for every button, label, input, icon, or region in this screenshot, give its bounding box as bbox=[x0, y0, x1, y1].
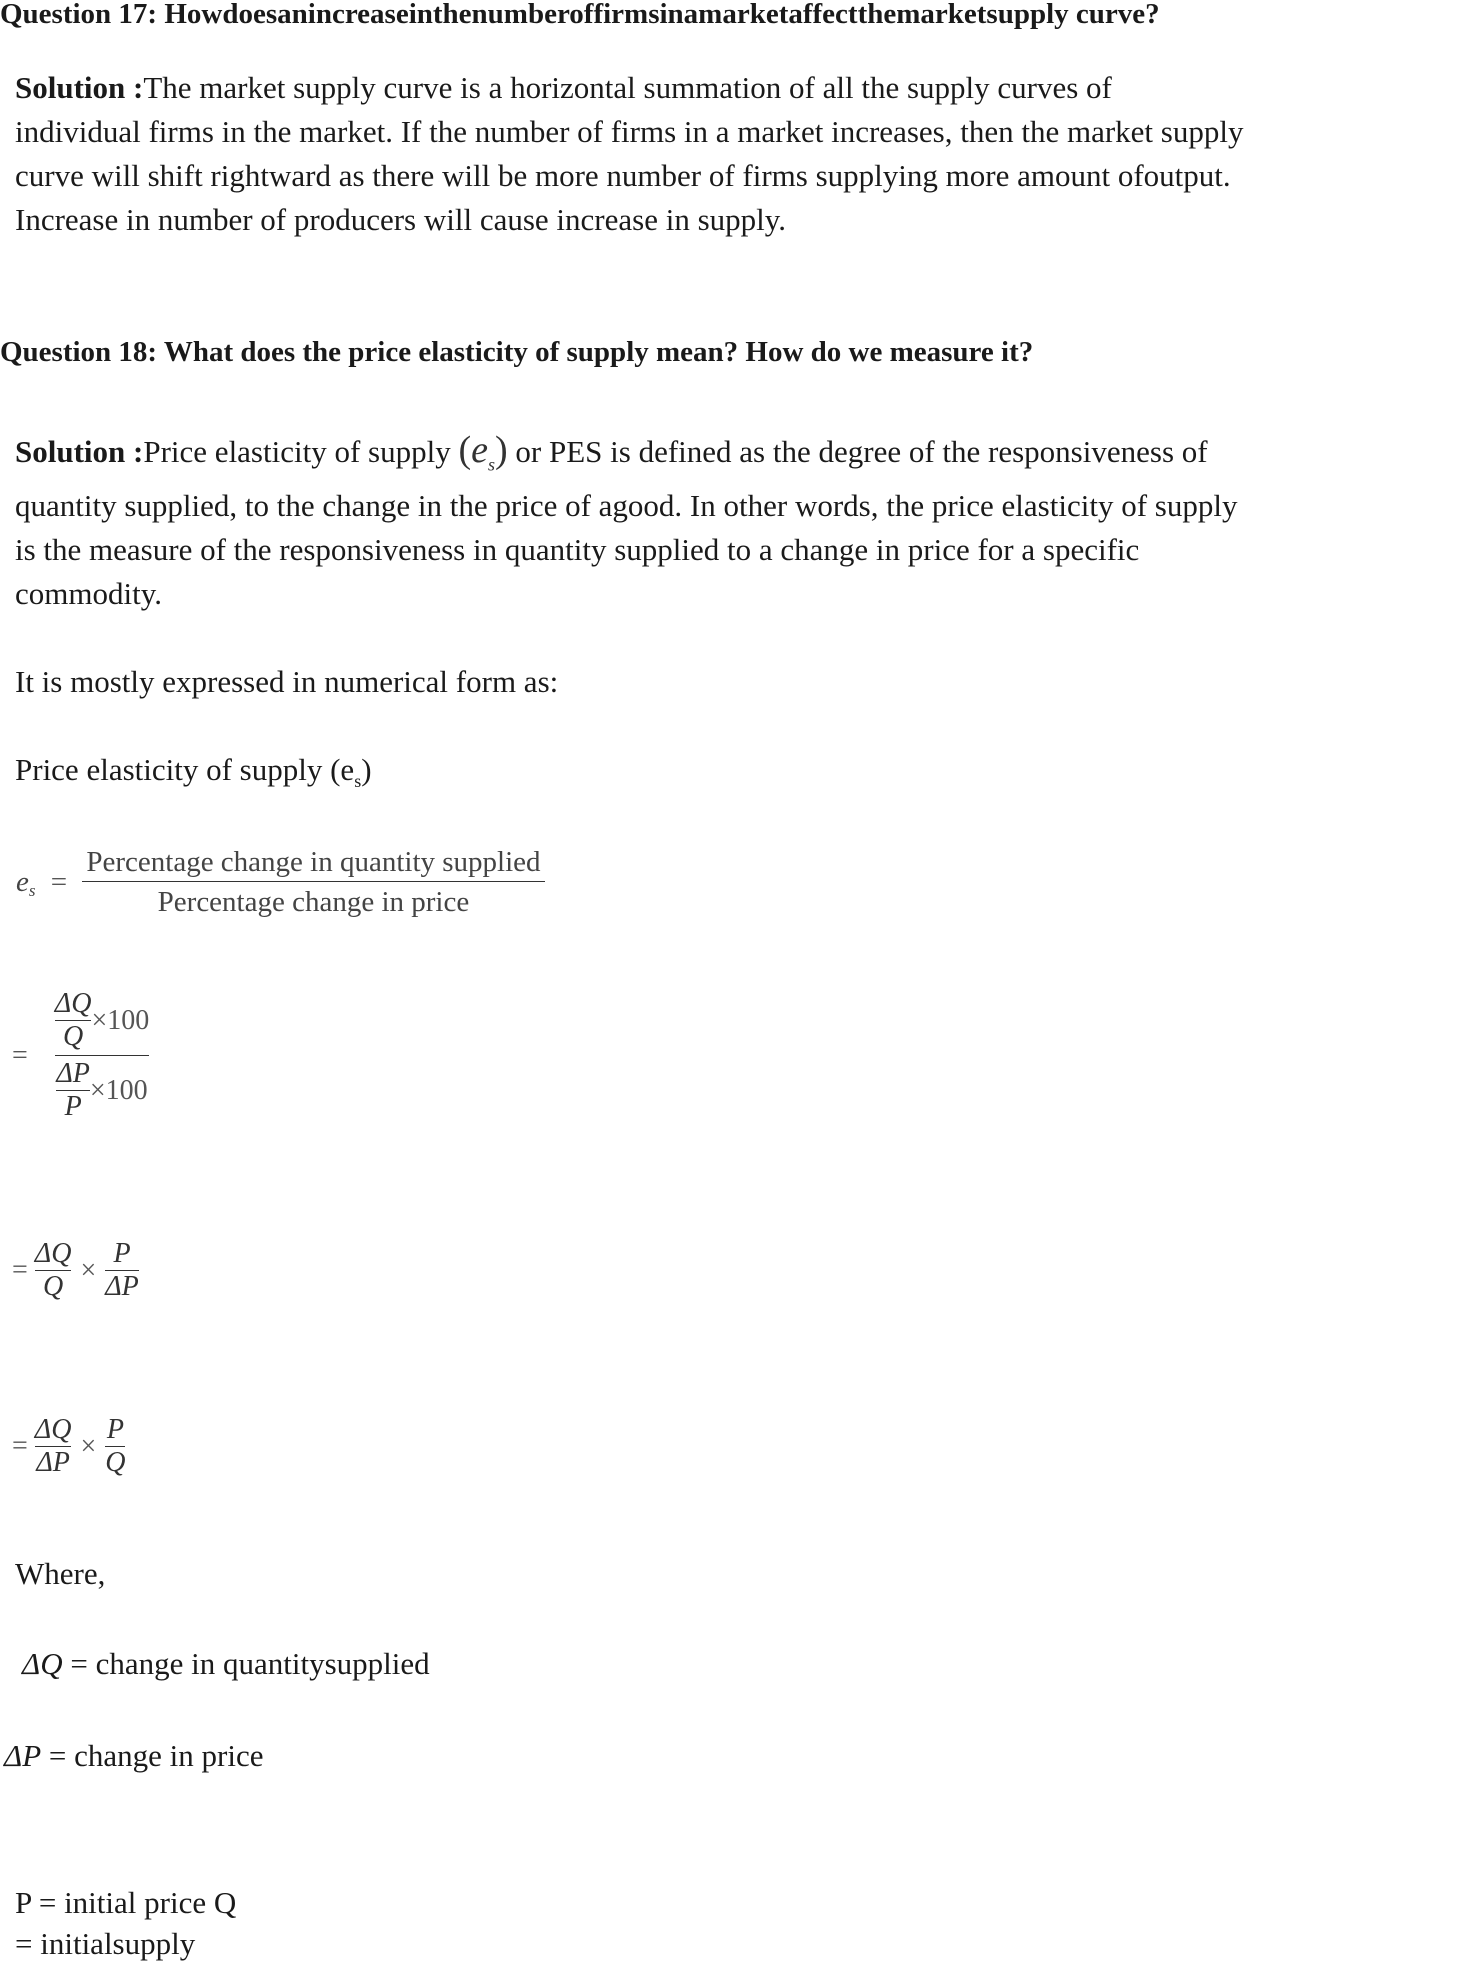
formula-2-dp-over-p: $\frac{\Delta P}{P}$ bbox=[56, 1058, 90, 1122]
formula-1-fraction bbox=[82, 846, 544, 919]
formula-2-fraction bbox=[55, 988, 149, 1123]
formula-3-p-over-dp: $\frac{P}{\Delta P}$ bbox=[105, 1238, 139, 1302]
formula-1: $e_s$ = $\frac{\text{Percentage change in quantity supplied}}{\text{Percentage change in price}}$ bbox=[16, 846, 545, 919]
formula-1-denominator: Percentage change in price bbox=[157, 886, 470, 918]
es-inline-symbol: $(e_s)$ bbox=[458, 429, 508, 475]
formula-2-dq-over-q: $\frac{\Delta Q}{Q}$ bbox=[54, 988, 92, 1052]
where-label: Where, bbox=[15, 1556, 106, 1591]
q17-title: Question 17: Howdoesanincreaseinthenumberoffirmsinamarketaffectthemarketsupply curve? bbox=[0, 0, 1160, 30]
def-delta-p: ΔP = change in price bbox=[4, 1738, 264, 1773]
def-q: = initialsupply bbox=[15, 1926, 196, 1961]
q18-solution-text-1b: or PES is defined as the degree of the responsiveness of bbox=[515, 434, 1208, 469]
formula-2-equals: = bbox=[12, 1039, 28, 1071]
q17-solution-line-2: individual firms in the market. If the number of firms in a market increases, then the market supply bbox=[15, 114, 1244, 149]
pes-label: Price elasticity of supply $(e_s)$ bbox=[15, 752, 372, 792]
expressed-text: It is mostly expressed in numerical form as: bbox=[15, 664, 559, 699]
def-p: P = initial price Q bbox=[15, 1885, 237, 1920]
formula-4-dq-over-dp: $\frac{\Delta Q}{\Delta P}$ bbox=[34, 1414, 72, 1478]
q18-solution-line-2: quantity supplied, to the change in the price of agood. In other words, the price elasticity of supply bbox=[15, 488, 1238, 523]
q18-solution-line-4: commodity. bbox=[15, 576, 162, 611]
formula-1-lhs: e bbox=[16, 866, 29, 898]
q18-title: Question 18: What does the price elasticity of supply mean? How do we measure it? bbox=[0, 336, 1034, 368]
q17-solution-text-1: The market supply curve is a horizontal summation of all the supply curves of bbox=[143, 70, 1112, 105]
q18-solution-line-3: is the measure of the responsiveness in quantity supplied to a change in price for a specific bbox=[15, 532, 1140, 567]
q18-solution-label: Solution : bbox=[15, 434, 144, 469]
q18-solution-text-1a: Price elasticity of supply bbox=[143, 434, 451, 469]
formula-1-numerator: Percentage change in quantity supplied bbox=[86, 846, 541, 878]
q18-solution-line-1 bbox=[15, 428, 1208, 476]
formula-4-p-over-q: $\frac{P}{Q}$ bbox=[105, 1414, 126, 1478]
formula-2-times100-top: ×100 bbox=[91, 1004, 150, 1036]
formula-4: = $\frac{\Delta Q}{\Delta P}$ × $\frac{P}{Q}$ bbox=[12, 1414, 126, 1478]
q17-solution-label: Solution : bbox=[15, 70, 144, 105]
formula-2 bbox=[12, 988, 149, 1123]
formula-2-times100-bottom: ×100 bbox=[89, 1074, 148, 1106]
def-delta-q: ΔQ = change in quantitysupplied bbox=[22, 1646, 430, 1681]
q17-solution-line-3: curve will shift rightward as there will be more number of firms supplying more amount ofoutput. bbox=[15, 158, 1231, 193]
q17-solution-line-1 bbox=[15, 70, 1112, 106]
formula-1-equals: = bbox=[50, 866, 68, 898]
q17-solution-line-4: Increase in number of producers will cause increase in supply. bbox=[15, 202, 786, 237]
formula-3-dq-over-q: $\frac{\Delta Q}{Q}$ bbox=[34, 1238, 72, 1302]
formula-3: = $\frac{\Delta Q}{Q}$ × $\frac{P}{\Delta P}$ bbox=[12, 1238, 139, 1302]
